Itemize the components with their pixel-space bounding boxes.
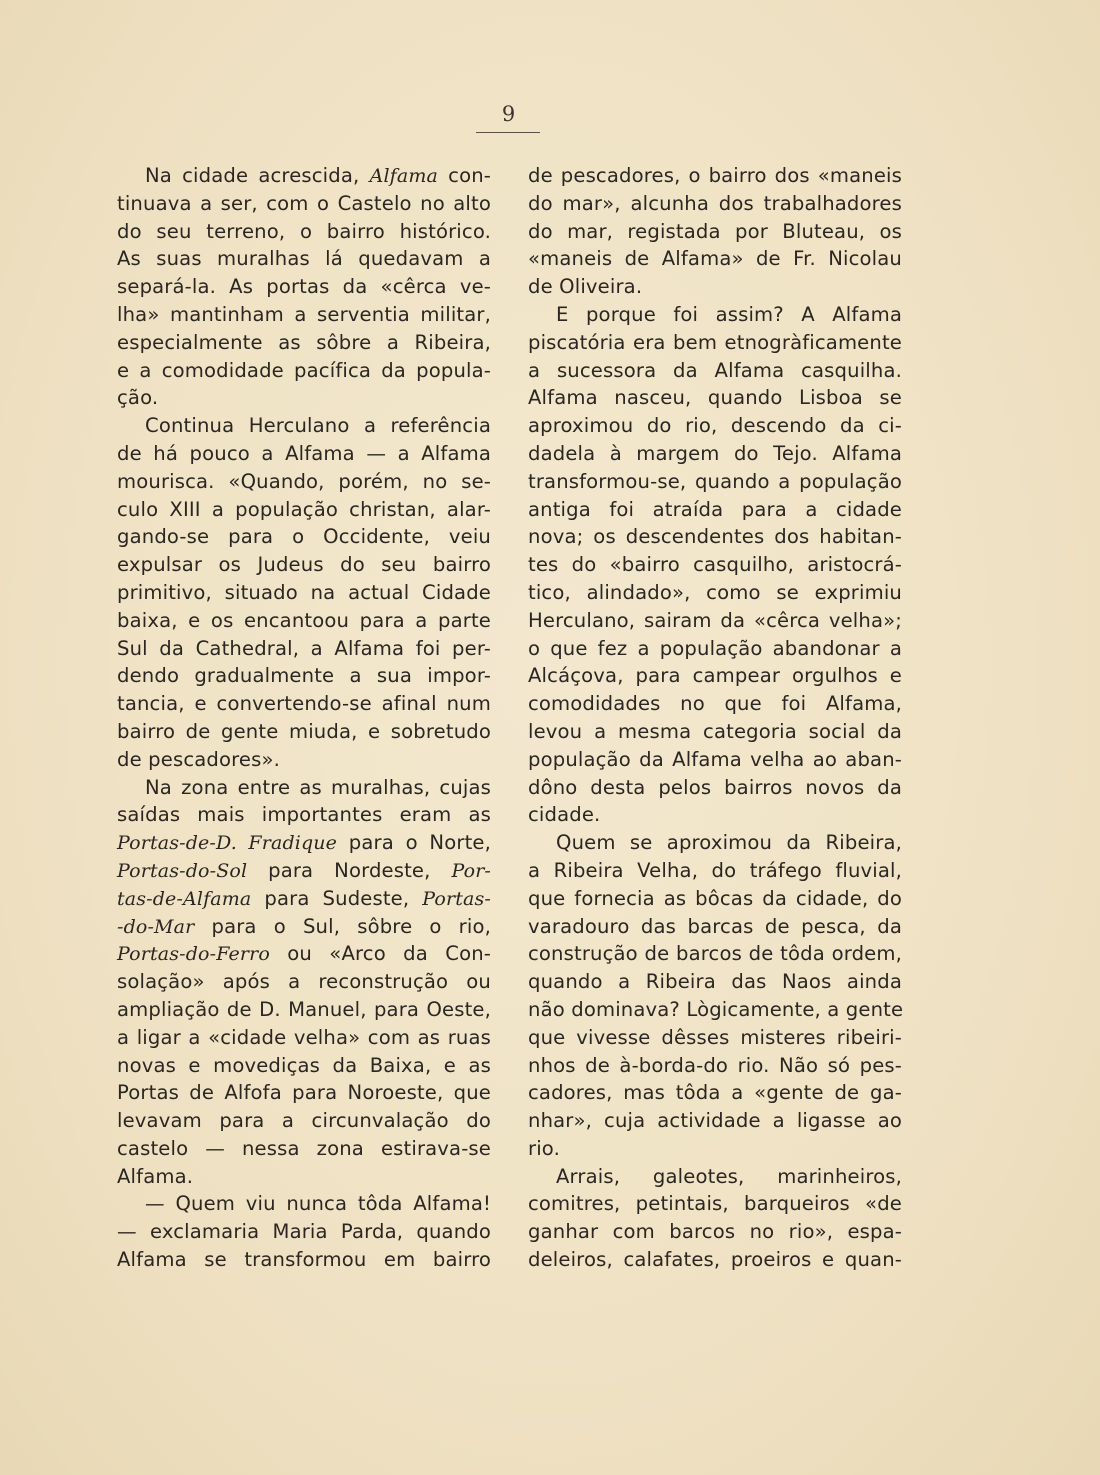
text-line — [117, 412, 491, 440]
text-line — [528, 551, 902, 579]
text-line — [528, 1024, 902, 1052]
text-line — [528, 579, 902, 607]
text-line — [117, 774, 491, 802]
text-segment: a Ribeira Velha, do tráfego fluvial, — [528, 858, 902, 882]
text-segment: novas e movediças da Baixa, e as — [117, 1053, 491, 1077]
text-line — [528, 607, 902, 635]
text-segment: Na zona entre as muralhas, cujas — [145, 775, 491, 799]
text-segment: Portas de Alfofa para Noroeste, que — [117, 1081, 491, 1105]
text-line — [528, 162, 902, 190]
text-segment: Arrais, galeotes, marinheiros, — [556, 1164, 902, 1188]
text-line — [528, 662, 902, 690]
text-line — [528, 1135, 902, 1163]
italic-text: tas-de-Alfama — [117, 887, 252, 910]
text-line — [528, 635, 902, 663]
text-segment: primitivo, situado na actual Cidade — [117, 580, 491, 604]
text-line — [528, 218, 902, 246]
text-segment: con- — [437, 164, 491, 187]
text-line — [528, 885, 902, 913]
text-line — [117, 1163, 491, 1191]
text-segment: e a comodidade pacífica da popula- — [117, 358, 491, 382]
text-segment: população da Alfama velha ao aban- — [528, 747, 902, 771]
text-line — [117, 468, 491, 496]
text-line — [117, 162, 491, 190]
text-line — [528, 746, 902, 774]
text-line — [117, 635, 491, 663]
text-line — [528, 273, 902, 301]
text-segment: Continua Herculano a referência — [145, 414, 491, 438]
text-line — [528, 1163, 902, 1191]
text-segment: de Oliveira. — [528, 275, 643, 299]
text-segment: aproximou do rio, descendo da ci- — [528, 414, 902, 438]
text-segment: comitres, petintais, barqueiros «de — [528, 1192, 902, 1216]
text-line — [117, 996, 491, 1024]
text-line — [117, 718, 491, 746]
text-line — [528, 301, 902, 329]
text-segment: a ligar a «cidade velha» com as ruas — [117, 1025, 491, 1049]
text-segment: ganhar com barcos no rio», espa- — [528, 1220, 902, 1244]
text-segment: As suas muralhas lá quedavam a — [117, 247, 491, 271]
text-line — [528, 774, 902, 802]
text-segment: dôno desta pelos bairros novos da — [528, 775, 902, 799]
text-segment: para o Norte, — [337, 831, 491, 855]
text-line — [117, 357, 491, 385]
text-segment: especialmente as sôbre a Ribeira, — [117, 330, 491, 354]
text-line — [117, 607, 491, 635]
text-line — [117, 1190, 491, 1218]
page-number-rule — [476, 132, 540, 133]
text-segment: Herculano, sairam da «cêrca velha»; — [528, 608, 902, 632]
text-line — [117, 1107, 491, 1135]
text-line — [528, 384, 902, 412]
text-segment: cidade. — [528, 803, 601, 827]
text-line — [528, 1218, 902, 1246]
text-segment: Alfama se transformou em bairro — [117, 1248, 491, 1272]
text-segment: nhos de à-borda-do rio. Não só pes- — [528, 1053, 902, 1077]
italic-text: Portas-do-Ferro — [117, 943, 270, 966]
text-segment: tinuava a ser, com o Castelo no alto — [117, 191, 491, 215]
text-segment: construção de barcos de tôda ordem, — [528, 942, 902, 966]
text-segment: cadores, mas tôda a «gente de ga- — [528, 1081, 902, 1105]
text-segment: «maneis de Alfama» de Fr. Nicolau — [528, 247, 902, 271]
text-segment: Quem se aproximou da Ribeira, — [556, 831, 902, 855]
text-line — [528, 496, 902, 524]
text-segment: solação» após a reconstrução ou — [117, 970, 491, 994]
italic-text: Portas- — [422, 887, 491, 910]
text-line — [528, 829, 902, 857]
text-segment: que fornecia as bôcas da cidade, do — [528, 886, 902, 910]
text-segment: castelo — nessa zona estirava-se — [117, 1136, 491, 1160]
text-line — [528, 412, 902, 440]
text-segment: transformou-se, quando a população — [528, 469, 902, 493]
text-segment: de pescadores, o bairro dos «maneis — [528, 164, 902, 187]
text-line — [117, 857, 491, 885]
text-line — [117, 579, 491, 607]
text-segment: saídas mais importantes eram as — [117, 803, 491, 827]
text-line — [528, 690, 902, 718]
text-segment: de há pouco a Alfama — a Alfama — [117, 441, 491, 465]
page-number: 9 — [501, 102, 516, 126]
text-line — [117, 440, 491, 468]
text-segment: mourisca. «Quando, porém, no se- — [117, 469, 491, 493]
text-line — [528, 968, 902, 996]
text-segment: comodidades no que foi Alfama, — [528, 692, 902, 716]
italic-text: Por- — [451, 859, 491, 882]
text-segment: Sul da Cathedral, a Alfama foi per- — [117, 636, 491, 660]
text-line — [528, 329, 902, 357]
text-line — [528, 357, 902, 385]
text-line — [117, 1024, 491, 1052]
text-line — [117, 245, 491, 273]
text-line — [528, 718, 902, 746]
text-segment: rio. — [528, 1136, 560, 1160]
text-line — [528, 245, 902, 273]
text-line — [117, 662, 491, 690]
text-segment: nhar», cuja actividade a ligasse ao — [528, 1109, 902, 1133]
text-line — [117, 273, 491, 301]
text-segment: antiga foi atraída para a cidade — [528, 497, 902, 521]
text-segment: ampliação de D. Manuel, para Oeste, — [117, 997, 491, 1021]
text-segment: nova; os descendentes dos habitan- — [528, 525, 902, 549]
text-segment: ção. — [117, 386, 159, 410]
text-segment: que vivesse dêsses misteres ribeiri- — [528, 1025, 902, 1049]
text-segment: não dominava? Lògicamente, a gente — [528, 997, 904, 1021]
text-line — [528, 996, 902, 1024]
text-line — [528, 801, 902, 829]
text-line — [117, 301, 491, 329]
text-line — [117, 940, 491, 968]
text-line — [528, 440, 902, 468]
text-line — [528, 1190, 902, 1218]
text-line — [528, 1079, 902, 1107]
text-segment: quando a Ribeira das Naos ainda — [528, 970, 902, 994]
text-line — [528, 1107, 902, 1135]
text-segment: do mar, registada por Bluteau, os — [528, 219, 902, 243]
text-line — [117, 218, 491, 246]
text-segment: tico, alindado», como se exprimiu — [528, 580, 902, 604]
text-line — [117, 1246, 491, 1274]
text-segment: expulsar os Judeus do seu bairro — [117, 553, 491, 577]
text-segment: Na cidade acrescida, — [145, 164, 370, 187]
text-segment: Alfama nasceu, quando Lisboa se — [528, 386, 902, 410]
text-line — [528, 523, 902, 551]
text-line — [117, 885, 491, 913]
text-line — [528, 190, 902, 218]
text-segment: ou «Arco da Con- — [269, 942, 491, 966]
text-segment: para o Sul, sôbre o rio, — [194, 914, 491, 938]
text-line — [117, 1079, 491, 1107]
text-line — [117, 1135, 491, 1163]
right-text-column — [528, 162, 902, 1274]
text-line — [528, 857, 902, 885]
italic-text: Portas-do-Sol — [117, 859, 248, 882]
text-line — [117, 913, 491, 941]
text-segment: para Sudeste, — [251, 886, 423, 910]
left-text-column — [117, 162, 491, 1274]
text-line — [528, 913, 902, 941]
text-segment: piscatória era bem etnogràficamente — [528, 330, 902, 354]
text-line — [117, 551, 491, 579]
text-segment: deleiros, calafates, proeiros e quan- — [528, 1248, 902, 1272]
text-segment: varadouro das barcas de pesca, da — [528, 914, 902, 938]
text-line — [117, 690, 491, 718]
text-segment: tancia, e convertendo-se afinal num — [117, 692, 491, 716]
text-line — [117, 746, 491, 774]
text-line — [117, 523, 491, 551]
text-line — [117, 829, 491, 857]
text-segment: do mar», alcunha dos trabalhadores — [528, 191, 902, 215]
text-line — [117, 1218, 491, 1246]
text-segment: culo XIII a população christan, alar- — [117, 497, 491, 521]
text-segment: levavam para a circunvalação do — [117, 1109, 491, 1133]
text-segment: bairro de gente miuda, e sobretudo — [117, 719, 491, 743]
text-segment: E porque foi assim? A Alfama — [556, 302, 902, 326]
text-segment: dendo gradualmente a sua impor- — [117, 664, 491, 688]
text-segment: — exclamaria Maria Parda, quando — [117, 1220, 491, 1244]
text-line — [528, 1246, 902, 1274]
text-segment: baixa, e os encantoou para a parte — [117, 608, 491, 632]
text-segment: lha» mantinham a serventia militar, — [117, 302, 491, 326]
text-segment: do seu terreno, o bairro histórico. — [117, 219, 491, 243]
text-segment: tes do «bairro casquilho, aristocrá- — [528, 553, 902, 577]
italic-text: Portas-de-D. Fradique — [117, 832, 338, 855]
text-line — [117, 329, 491, 357]
text-segment: de pescadores». — [117, 747, 280, 771]
text-line — [117, 1052, 491, 1080]
italic-text: -do-Mar — [117, 915, 195, 938]
text-line — [528, 468, 902, 496]
text-line — [117, 190, 491, 218]
text-segment: separá-la. As portas da «cêrca ve- — [117, 275, 491, 299]
text-line — [117, 968, 491, 996]
text-segment: o que fez a população abandonar a — [528, 636, 902, 660]
text-segment: Alfama. — [117, 1164, 194, 1188]
text-line — [117, 801, 491, 829]
text-segment: dadela à margem do Tejo. Alfama — [528, 441, 902, 465]
text-segment: levou a mesma categoria social da — [528, 719, 902, 743]
text-segment: Alcáçova, para campear orgulhos e — [528, 664, 902, 688]
text-segment: — Quem viu nunca tôda Alfama! — [145, 1192, 491, 1216]
text-line — [528, 940, 902, 968]
text-line — [528, 1052, 902, 1080]
text-segment: gando-se para o Occidente, veiu — [117, 525, 491, 549]
text-segment: para Nordeste, — [247, 858, 452, 882]
text-line — [117, 496, 491, 524]
text-segment: a sucessora da Alfama casquilha. — [528, 358, 902, 382]
italic-text: Alfama — [369, 165, 438, 187]
text-line — [117, 384, 491, 412]
